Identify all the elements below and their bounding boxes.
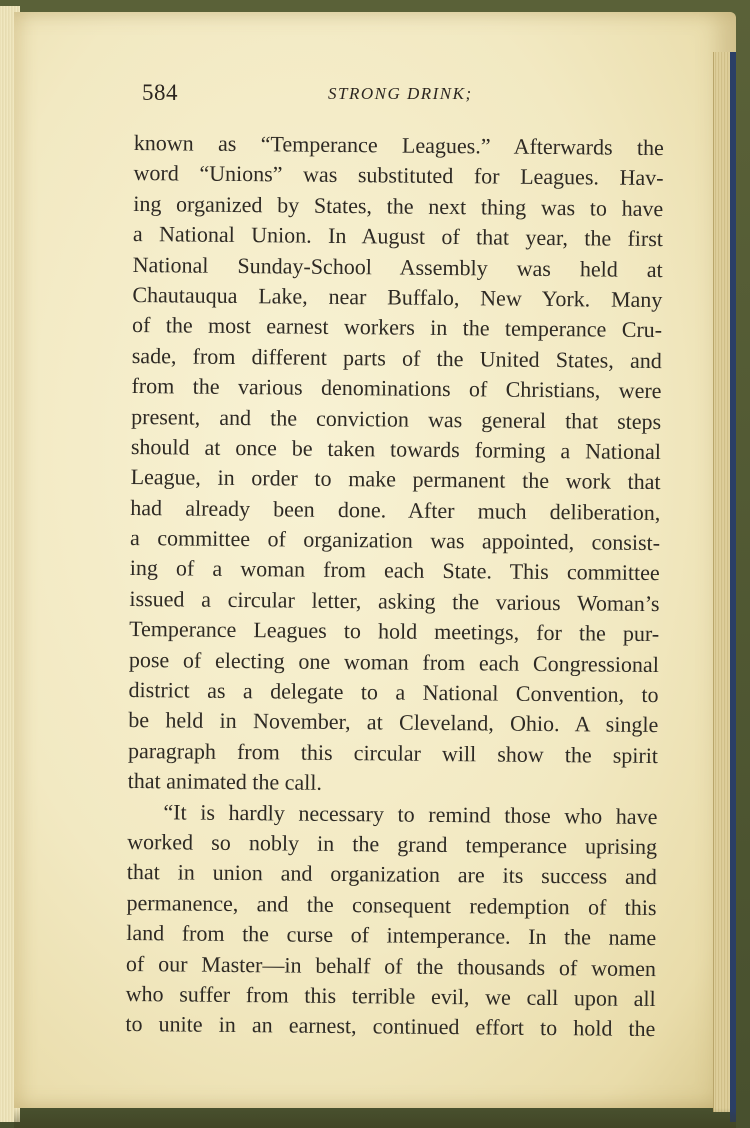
text-line: land from the curse of intemperance. In the name — [126, 920, 657, 951]
text-line: sade, from different parts of the United States, and — [131, 342, 662, 373]
text-line: ing of a woman from each State. This committee — [129, 555, 660, 586]
book-cover-edge — [730, 52, 736, 1122]
text-line: worked so nobly in the grand temperance uprising — [127, 828, 658, 860]
text-line: from the various denominations of Christians, were — [131, 373, 662, 404]
running-head: STRONG DRINK; — [328, 84, 473, 103]
text-line: had already been done. After much deliberation, — [130, 494, 661, 525]
text-line: issued a circular letter, asking the various Woman’s — [129, 585, 660, 616]
text-line: should at once be taken towards forming a National — [130, 433, 662, 464]
text-line: present, and the conviction was general that steps — [131, 403, 662, 434]
text-line: be held in November, at Cleveland, Ohio. A single — [128, 707, 659, 738]
text-line: who suffer from this terrible evil, we call upon all — [125, 980, 656, 1011]
body-text — [125, 128, 664, 1045]
text-line: pose of electing one woman from each Congressional — [128, 646, 659, 677]
text-line: of our Master—in behalf of the thousands of women — [125, 950, 657, 981]
text-line: paragraph from this circular will show the spirit — [127, 737, 659, 768]
text-line: a National Union. In August of that year, the first — [132, 221, 664, 252]
text-line: “It is hardly necessary to remind those who have — [163, 798, 658, 829]
text-line: to unite in an earnest, continued effort to hold the — [125, 1011, 656, 1042]
text-line: a committee of organization was appointed, consist- — [129, 525, 661, 556]
text-line: Temperance Leagues to hold meetings, for the pur- — [129, 616, 660, 647]
text-line: that in union and organization are its success and — [126, 859, 657, 890]
text-line: of the most earnest workers in the temperance Cru- — [131, 312, 663, 343]
text-line: permanence, and the consequent redemption of this — [126, 889, 657, 920]
page-number: 584 — [142, 80, 178, 105]
text-line: district as a delegate to a National Convention, to — [128, 677, 659, 708]
text-line: National Sunday-School Assembly was held at — [132, 251, 663, 282]
text-line: League, in order to make permanent the work that — [130, 464, 661, 495]
text-line: word “Unions” was substituted for Leagues. Hav- — [133, 160, 664, 191]
text-line: that animated the call. — [127, 768, 323, 796]
text-line: Chautauqua Lake, near Buffalo, New York. Many — [132, 281, 663, 313]
page-bottom-shadow — [14, 1108, 736, 1128]
text-line: ing organized by States, the next thing was to have — [133, 190, 664, 221]
text-line: known as “Temperance Leagues.” Afterwards the — [133, 129, 664, 161]
